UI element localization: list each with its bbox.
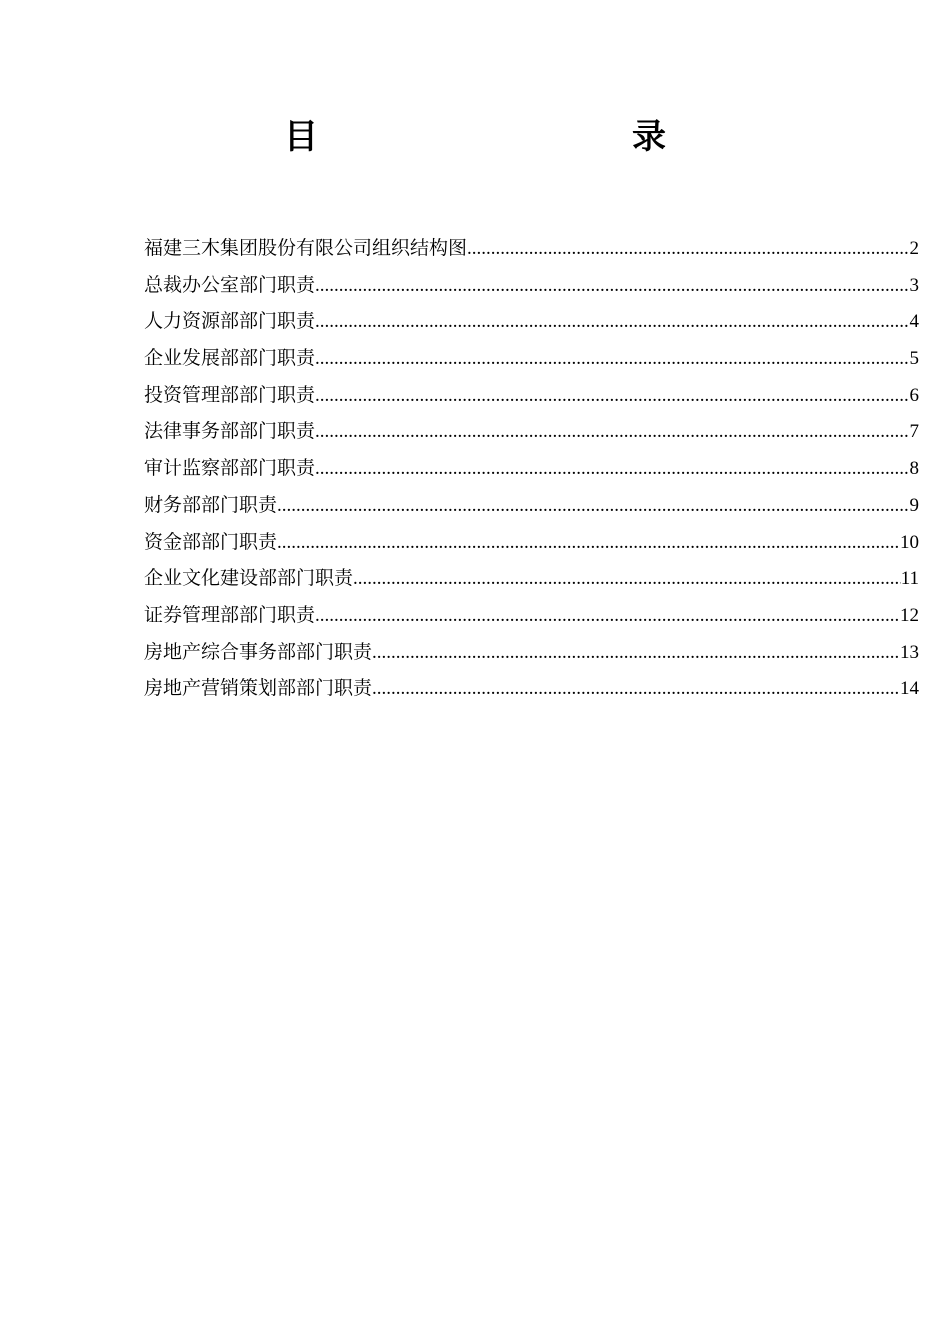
toc-entry-label: 企业发展部部门职责 [144, 347, 316, 370]
toc-page-number: 6 [909, 384, 919, 406]
toc-entry[interactable] [144, 340, 919, 377]
toc-page-number: 3 [909, 274, 919, 296]
toc-entry-label: 福建三木集团股份有限公司组织结构图 [144, 237, 468, 259]
table-of-contents [144, 230, 919, 707]
toc-dot-leader [315, 451, 909, 488]
toc-page-number: 10 [900, 531, 919, 553]
toc-entry[interactable] [144, 450, 919, 487]
toc-dot-leader [315, 378, 909, 415]
toc-page-number: 13 [900, 641, 919, 663]
toc-entry[interactable] [144, 267, 919, 304]
toc-dot-leader [315, 304, 909, 341]
toc-entry[interactable] [144, 670, 919, 707]
title-char-1: 目 [284, 117, 318, 157]
toc-entry-label: 人力资源部部门职责 [144, 310, 316, 333]
toc-page-number: 14 [900, 678, 919, 700]
toc-entry-label: 审计监察部部门职责 [144, 457, 316, 480]
toc-entry[interactable] [144, 524, 919, 561]
toc-entry[interactable] [144, 377, 919, 414]
page-title [0, 112, 950, 162]
toc-page-number: 11 [900, 568, 919, 590]
toc-page-number: 2 [909, 238, 919, 259]
toc-entry[interactable] [144, 230, 919, 267]
toc-dot-leader [372, 635, 900, 672]
toc-dot-leader [315, 341, 909, 378]
toc-dot-leader [467, 231, 909, 268]
toc-page-number: 8 [909, 458, 919, 480]
toc-page-number: 4 [909, 311, 919, 333]
toc-entry-label: 投资管理部部门职责 [144, 383, 316, 406]
toc-entry-label: 财务部部门职责 [144, 493, 278, 516]
toc-page-number: 7 [909, 421, 919, 443]
toc-page-number: 9 [909, 494, 919, 516]
toc-entry-label: 企业文化建设部部门职责 [144, 567, 354, 590]
toc-entry-label: 法律事务部部门职责 [144, 420, 316, 443]
toc-entry-label: 证券管理部部门职责 [144, 603, 316, 626]
toc-page-number: 5 [909, 348, 919, 370]
toc-entry[interactable] [144, 634, 919, 671]
toc-entry[interactable] [144, 413, 919, 450]
toc-entry[interactable] [144, 597, 919, 634]
toc-entry-label: 资金部部门职责 [144, 530, 278, 553]
title-char-2: 录 [632, 117, 666, 157]
toc-entry-label: 房地产综合事务部部门职责 [144, 640, 373, 663]
toc-page-number: 12 [900, 604, 919, 626]
toc-dot-leader [372, 671, 900, 708]
toc-entry-label: 房地产营销策划部部门职责 [144, 677, 373, 700]
toc-dot-leader [315, 598, 900, 635]
toc-dot-leader [315, 414, 909, 451]
toc-dot-leader [353, 561, 901, 598]
toc-dot-leader [315, 268, 909, 305]
toc-dot-leader [277, 488, 909, 525]
toc-dot-leader [277, 525, 900, 562]
toc-entry[interactable] [144, 487, 919, 524]
toc-entry[interactable] [144, 303, 919, 340]
toc-entry[interactable] [144, 560, 919, 597]
toc-entry-label: 总裁办公室部门职责 [144, 273, 316, 296]
